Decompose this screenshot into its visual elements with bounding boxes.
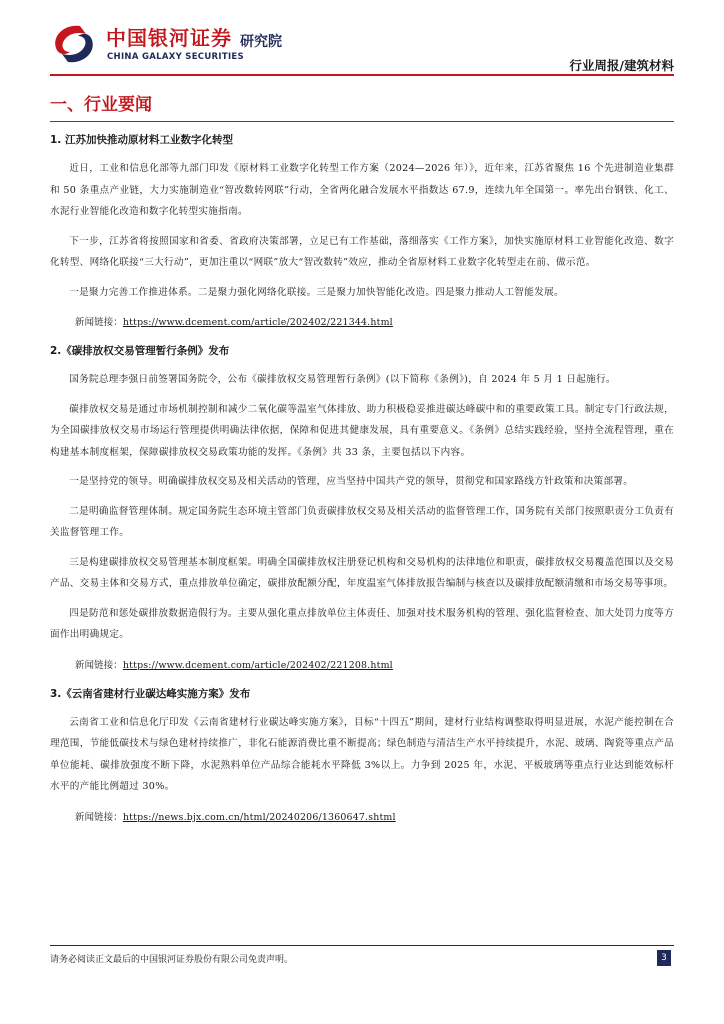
article-paragraph: 近日，工业和信息化部等九部门印发《原材料工业数字化转型工作方案（2024—2026 年）》，近年来，江苏省聚焦 16 个先进制造业集群和 50 条重点产业链，大力实施制造业“智改数转网联”行动，全省两化融合发展水平指数达 67.9，连续九年全国第一。率先出台钢铁、化工、水泥行业智能化改造和数字化转型实施指南。 [50,163,674,217]
header-divider [50,74,674,76]
footer-divider [50,945,674,946]
news-link[interactable]: https://www.dcement.com/article/202402/221208.html [122,659,393,671]
article-paragraph: 二是明确监督管理体制。规定国务院生态环境主管部门负责碳排放权交易及相关活动的监督管理工作，国务院有关部门按照职责分工负责有关监督管理工作。 [50,505,674,538]
news-link-label: 新闻链接： [75,811,123,823]
news-link[interactable]: https://www.dcement.com/article/202402/221344.html [122,317,393,328]
news-article [50,684,674,828]
article-heading: 2.《碳排放权交易管理暂行条例》发布 [50,345,230,357]
logo-company-name: 中国银河证券 [106,26,232,50]
section-title: 一、行业要闻 [50,90,674,122]
news-link-label: 新闻链接： [75,659,123,671]
article-paragraph: 三是构建碳排放权交易管理基本制度框架。明确全国碳排放权注册登记机构和交易机构的法律地位和职责，碳排放权交易覆盖范围以及交易产品、交易主体和交易方式，重点排放单位确定，碳排放配额分配，年度温室气体排放报告编制与核查以及碳排放配额清缴和市场交易等事项。 [50,556,674,589]
article-heading: 1. 江苏加快推动原材料工业数字化转型 [50,134,233,146]
article-paragraph: 一是坚持党的领导。明确碳排放权交易及相关活动的管理，应当坚持中国共产党的领导，贯彻党和国家路线方针政策和决策部署。 [69,476,634,487]
logo-institute-name: 研究院 [240,34,282,50]
news-link-row [75,656,674,676]
logo-company-name-en: CHINA GALAXY SECURITIES [107,52,244,62]
main-content [50,84,674,832]
article-paragraph: 碳排放权交易是通过市场机制控制和减少二氧化碳等温室气体排放、助力积极稳妥推进碳达峰碳中和的重要政策工具。制定专门行政法规，为全国碳排放权交易市场运行管理提供明确法律依据，保障和促进其健康发展，具有重要意义。《条例》总结实践经验，坚持全流程管理，重在构建基本制度框架，保障碳排放权交易政策功能的发挥。《条例》共 33 条，主要包括以下内容。 [50,403,674,458]
article-paragraph: 云南省工业和信息化厅印发《云南省建材行业碳达峰实施方案》，目标“十四五”期间，建材行业结构调整取得明显进展，水泥产能控制在合理范围，节能低碳技术与绿色建材持续推广，非化石能源消费比重不断提高；绿色制造与清洁生产水平持续提升，水泥、玻璃、陶瓷等重点产品单位能耗、碳排放强度不断下降，水泥熟料单位产品综合能耗水平降低 3%以上。力争到 2025 年，水泥、平板玻璃等重点行业达到能效标杆水平的产能比例超过 30%。 [50,716,674,792]
news-article [50,130,674,333]
article-paragraph: 国务院总理李强日前签署国务院令，公布《碳排放权交易管理暂行条例》(以下简称《条例》)，自 2024 年 5 月 1 日起施行。 [69,374,616,385]
article-paragraph: 下一步，江苏省将按照国家和省委、省政府决策部署，立足已有工作基础，落细落实《工作方案》，加快实施原材料工业智能化改造、数字化转型、网络化联接“三大行动”，更加注重以“网联”放大“智改数转”效应，推动全省原材料工业数字化转型走在前、做示范。 [50,235,674,268]
news-link-row [75,808,674,828]
article-paragraph: 一是聚力完善工作推进体系。二是聚力强化网络化联接。三是聚力加快智能化改造。四是聚力推动人工智能发展。 [69,286,564,298]
report-type-label: 行业周报/建筑材料 [569,58,674,73]
footer-disclaimer: 请务必阅读正文最后的中国银河证券股份有限公司免责声明。 [50,955,294,965]
article-paragraph: 四是防范和惩处碳排放数据造假行为。主要从强化重点排放单位主体责任、加强对技术服务机构的管理、强化监督检查、加大处罚力度等方面作出明确规定。 [50,607,674,640]
news-link[interactable]: https://news.bjx.com.cn/html/20240206/1360647.shtml [122,811,396,823]
news-article [50,341,674,676]
news-link-label: 新闻链接： [75,317,123,328]
news-link-row [75,313,674,333]
article-heading: 3.《云南省建材行业碳达峰实施方案》发布 [50,687,251,700]
page-number: 3 [657,950,671,966]
galaxy-logo-icon [50,22,98,66]
page-header [50,18,674,74]
